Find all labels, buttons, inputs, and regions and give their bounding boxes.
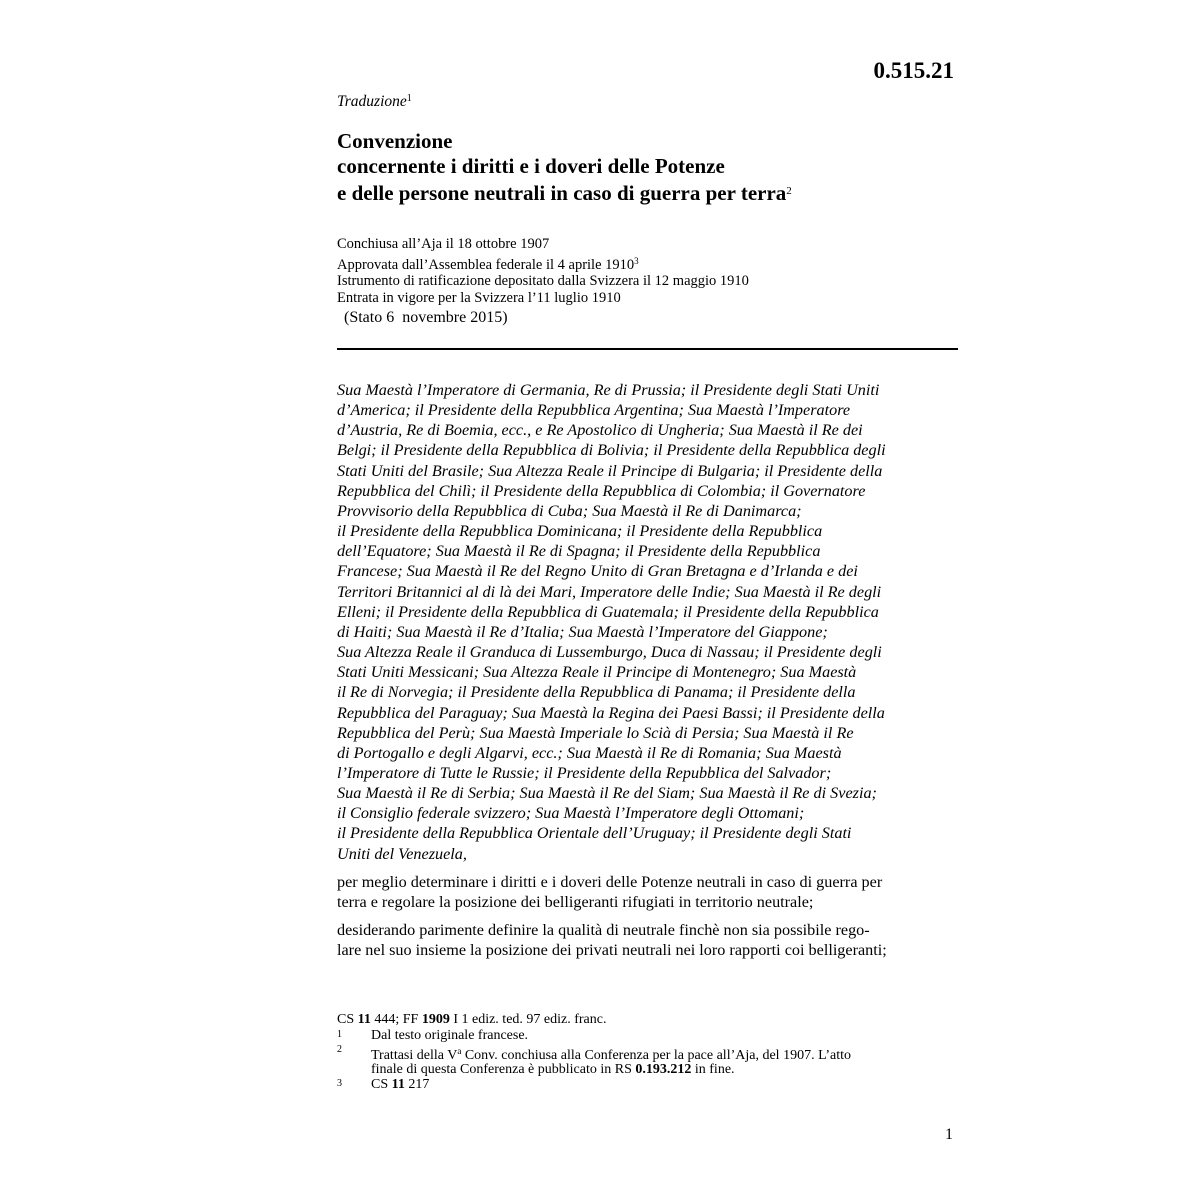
preamble-line: Stati Uniti del Brasile; Sua Altezza Reale il Principe di Bulgaria; il Presidente della: [337, 461, 883, 480]
page-number: 1: [945, 1126, 953, 1143]
paragraph-line: per meglio determinare i diritti e i doveri delle Potenze neutrali in caso di guerra per: [337, 873, 883, 891]
paragraph-line: terra e regolare la posizione dei belligeranti rifugiati in territorio neutrale;: [337, 893, 814, 912]
footnote-line-part: Trattasi della V: [371, 1047, 458, 1063]
title-line-text: e delle persone neutrali in caso di guerra per terra: [337, 181, 787, 205]
footnote-line-part: in fine.: [691, 1062, 735, 1078]
footnote-text: [371, 1029, 528, 1044]
paragraph-line: desiderando parimente definire la qualità di neutrale finchè non sia possibile rego-: [337, 921, 870, 939]
cs-volume: 11: [391, 1077, 405, 1093]
preamble-line: d’America; il Presidente della Repubblica Argentina; Sua Maestà l’Imperatore: [337, 401, 851, 420]
preamble-line: di Portogallo e degli Algarvi, ecc.; Sua Maestà il Re di Romania; Sua Maestà: [337, 743, 842, 762]
preamble-line: Sua Altezza Reale il Granduca di Lussemburgo, Duca di Nassau; il Presidente degli: [337, 643, 882, 662]
footnote-line: [371, 1063, 851, 1078]
footnote-number: 1: [337, 1028, 342, 1040]
footnote-ref-3[interactable]: 3: [634, 255, 639, 266]
footnote-line-part: finale di questa Conferenza è pubblicato in RS: [371, 1062, 636, 1078]
preamble-line: Sua Maestà il Re di Serbia; Sua Maestà il Re del Siam; Sua Maestà il Re di Svezia;: [337, 784, 877, 803]
footnote-text: [371, 1078, 429, 1093]
footnote-line: [371, 1044, 851, 1064]
footnote-3: [337, 1078, 962, 1093]
translation-label: [337, 93, 412, 111]
paragraph-line: lare nel suo insieme la posizione dei privati neutrali nei loro rapporti coi belligeranti;: [337, 941, 887, 960]
footnote-line: [371, 1078, 429, 1093]
title-line: [337, 179, 957, 206]
body-paragraph: [337, 920, 962, 960]
cs-label: CS: [337, 1012, 358, 1027]
preamble-line: il Re di Norvegia; il Presidente della Repubblica di Panama; il Presidente della: [337, 683, 856, 702]
title-line: Convenzione: [337, 129, 453, 153]
preamble-line: Provvisorio della Repubblica di Cuba; Sua Maestà il Re di Danimarca;: [337, 501, 802, 520]
preamble-line: Stati Uniti Messicani; Sua Altezza Reale il Principe di Montenegro; Sua Maestà: [337, 663, 857, 682]
preamble-line: d’Austria, Re di Boemia, ecc., e Re Apostolico di Ungheria; Sua Maestà il Re dei: [337, 421, 863, 440]
preamble-line: Repubblica del Perù; Sua Maestà Imperiale lo Scià di Persia; Sua Maestà il Re: [337, 723, 854, 742]
ff-year: 1909: [421, 1012, 450, 1027]
cs-label: CS: [371, 1077, 392, 1093]
footnote-number: 3: [337, 1078, 342, 1090]
footnote-number: 2: [337, 1043, 342, 1055]
preamble-line: Belgi; il Presidente della Repubblica di Bolivia; il Presidente della Repubblica degli: [337, 441, 886, 460]
preamble-line: Repubblica del Chilì; il Presidente della Repubblica di Colombia; il Governatore: [337, 481, 866, 500]
translation-label-text: Traduzione: [337, 93, 407, 110]
preamble-line: l’Imperatore di Tutte le Russie; il Presidente della Repubblica del Salvador;: [337, 763, 832, 782]
body-paragraph: [337, 872, 962, 912]
document-metadata: [337, 236, 957, 306]
footnote-1: [337, 1029, 962, 1044]
document-title: [337, 129, 957, 206]
footnote-ref-2[interactable]: 2: [786, 185, 792, 197]
footnote-2: [337, 1044, 962, 1079]
meta-concluded: Conchiusa all’Aja il 18 ottobre 1907: [337, 236, 550, 252]
status-date: (Stato 6 novembre 2015): [340, 309, 508, 326]
ordinal-superscript: a: [457, 1045, 462, 1056]
preamble-line: Francese; Sua Maestà il Re del Regno Unito di Gran Bretagna e d’Irlanda e dei: [337, 562, 858, 581]
preamble-line: dell’Equatore; Sua Maestà il Re di Spagna; il Presidente della Repubblica: [337, 542, 821, 561]
footnote-text: [371, 1044, 851, 1079]
ff-rest: I 1 ediz. ted. 97 ediz. franc.: [449, 1012, 607, 1027]
meta-ratification: Istrumento di ratificazione depositato dalla Svizzera il 12 maggio 1910: [337, 273, 749, 290]
header-divider: [337, 348, 958, 350]
sr-number: 0.515.21: [873, 58, 954, 83]
footnotes: [337, 1013, 962, 1093]
cs-page: 444; FF: [370, 1012, 422, 1027]
preamble-line: il Consiglio federale svizzero; Sua Maestà l’Imperatore degli Ottomani;: [337, 804, 805, 823]
meta-approved-text: Approvata dall’Assemblea federale il 4 aprile 1910: [337, 256, 635, 273]
preamble-line: il Presidente della Repubblica Dominicana; il Presidente della Repubblica: [337, 522, 823, 541]
title-line: concernente i diritti e i doveri delle Potenze: [337, 154, 725, 178]
preamble-line: di Haiti; Sua Maestà il Re d’Italia; Sua Maestà l’Imperatore del Giappone;: [337, 622, 828, 641]
meta-in-force: Entrata in vigore per la Svizzera l’11 luglio 1910: [337, 289, 621, 306]
cs-page: 217: [404, 1077, 430, 1093]
footnote-source: [337, 1013, 962, 1028]
preamble-line: Uniti del Venezuela,: [337, 844, 467, 863]
preamble-line: Territori Britannici al di là dei Mari, Imperatore delle Indie; Sua Maestà il Re degli: [337, 582, 882, 601]
footnote-line-part: Conv. conchiusa alla Conferenza per la pace all’Aja, del 1907. L’atto: [461, 1047, 851, 1063]
preamble-line: Repubblica del Paraguay; Sua Maestà la Regina dei Paesi Bassi; il Presidente della: [337, 703, 885, 722]
footnote-ref-1[interactable]: 1: [406, 93, 412, 104]
preamble-line: Elleni; il Presidente della Repubblica di Guatemala; il Presidente della Repubblica: [337, 602, 879, 621]
cs-volume: 11: [357, 1012, 371, 1027]
preamble-line: Sua Maestà l’Imperatore di Germania, Re di Prussia; il Presidente degli Stati Uniti: [337, 381, 880, 399]
footnote-line: Dal testo originale francese.: [371, 1027, 529, 1043]
preamble: [337, 380, 962, 864]
preamble-line: il Presidente della Repubblica Orientale dell’Uruguay; il Presidente degli Stati: [337, 824, 852, 843]
rs-reference-link[interactable]: 0.193.212: [635, 1062, 692, 1078]
meta-approved: [337, 253, 957, 274]
